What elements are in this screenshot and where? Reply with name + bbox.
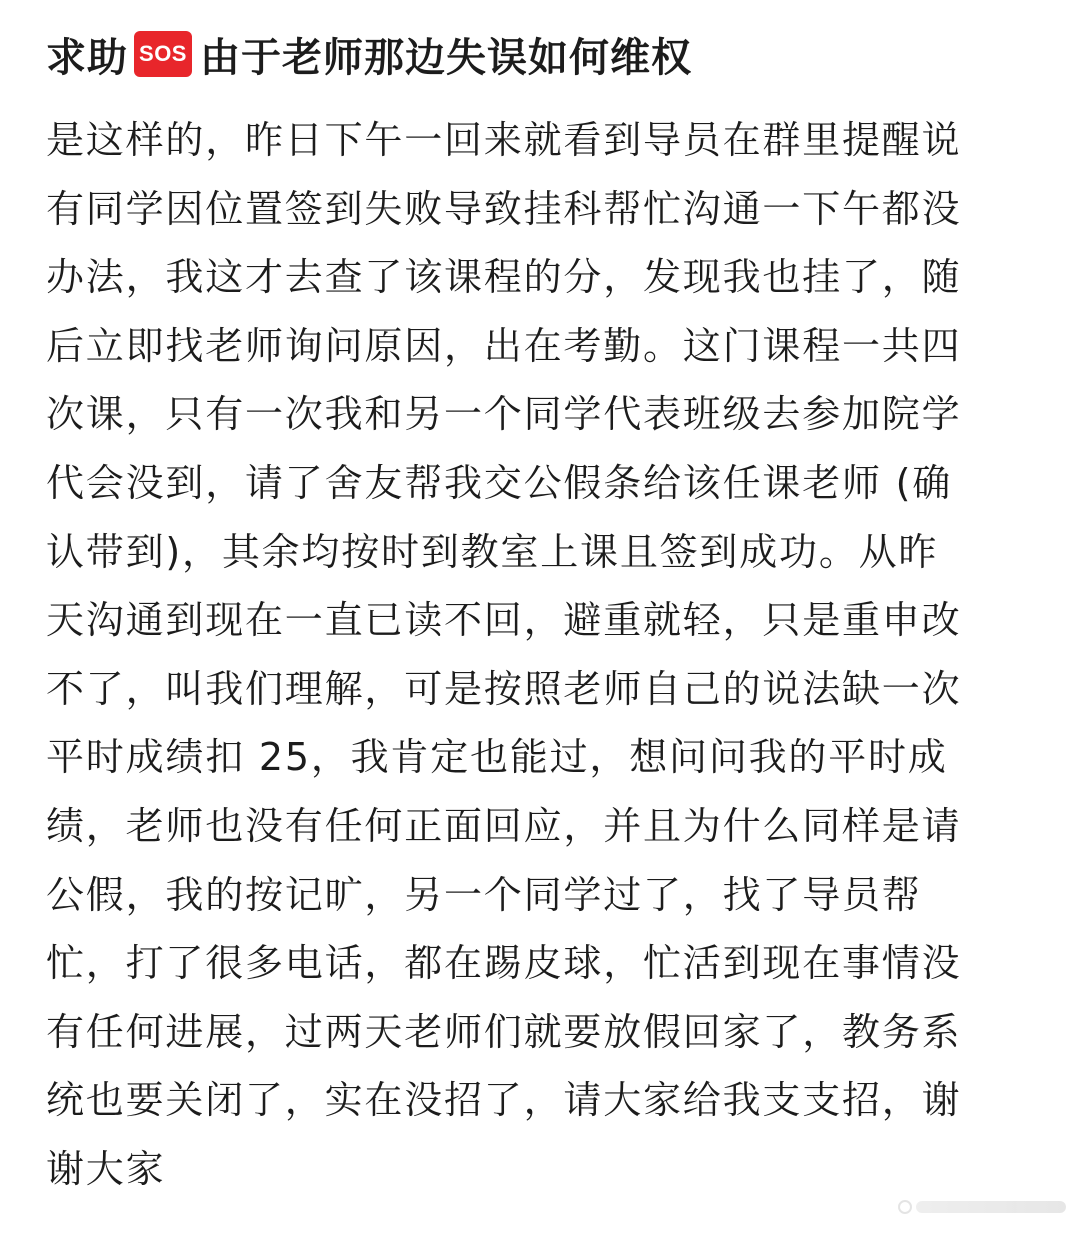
sos-emoji-icon: SOS: [134, 31, 192, 77]
body-line: 平时成绩扣 25，我肯定也能过，想问问我的平时成: [46, 735, 948, 780]
body-line: 公假，我的按记旷，另一个同学过了，找了导员帮: [46, 872, 922, 917]
title-main: 由于老师那边失误如何维权: [200, 34, 692, 81]
body-line: 有任何进展，过两天老师们就要放假回家了，教务系: [46, 1009, 962, 1054]
title-prefix: 求助: [46, 34, 128, 81]
body-line: 次课，只有一次我和另一个同学代表班级去参加院学: [46, 392, 962, 437]
watermark-logo-icon: [898, 1200, 912, 1214]
body-line: 天沟通到现在一直已读不回，避重就轻，只是重申改: [46, 598, 962, 643]
body-line: 不了，叫我们理解，可是按照老师自己的说法缺一次: [46, 666, 962, 711]
body-line: 认带到)，其余均按时到教室上课且签到成功。从昨: [46, 529, 939, 574]
post-body: [46, 106, 1036, 1204]
body-line: 统也要关闭了，实在没招了，请大家给我支支招，谢: [46, 1078, 962, 1123]
body-line: 有同学因位置签到失败导致挂科帮忙沟通一下午都没: [46, 186, 962, 231]
watermark: [898, 1195, 1066, 1219]
body-line: 后立即找老师询问原因，出在考勤。这门课程一共四: [46, 323, 962, 368]
body-line: 谢大家: [46, 1146, 166, 1191]
body-line: 代会没到，请了舍友帮我交公假条给该任课老师 (确: [46, 460, 953, 505]
body-line: 办法，我这才去查了该课程的分，发现我也挂了，随: [46, 255, 962, 300]
body-line: 忙，打了很多电话，都在踢皮球，忙活到现在事情没: [46, 941, 962, 986]
post-title: [46, 26, 692, 82]
body-line: 是这样的，昨日下午一回来就看到导员在群里提醒说: [46, 118, 962, 162]
body-line: 绩，老师也没有任何正面回应，并且为什么同样是请: [46, 803, 962, 848]
watermark-text-blur: [916, 1201, 1066, 1213]
